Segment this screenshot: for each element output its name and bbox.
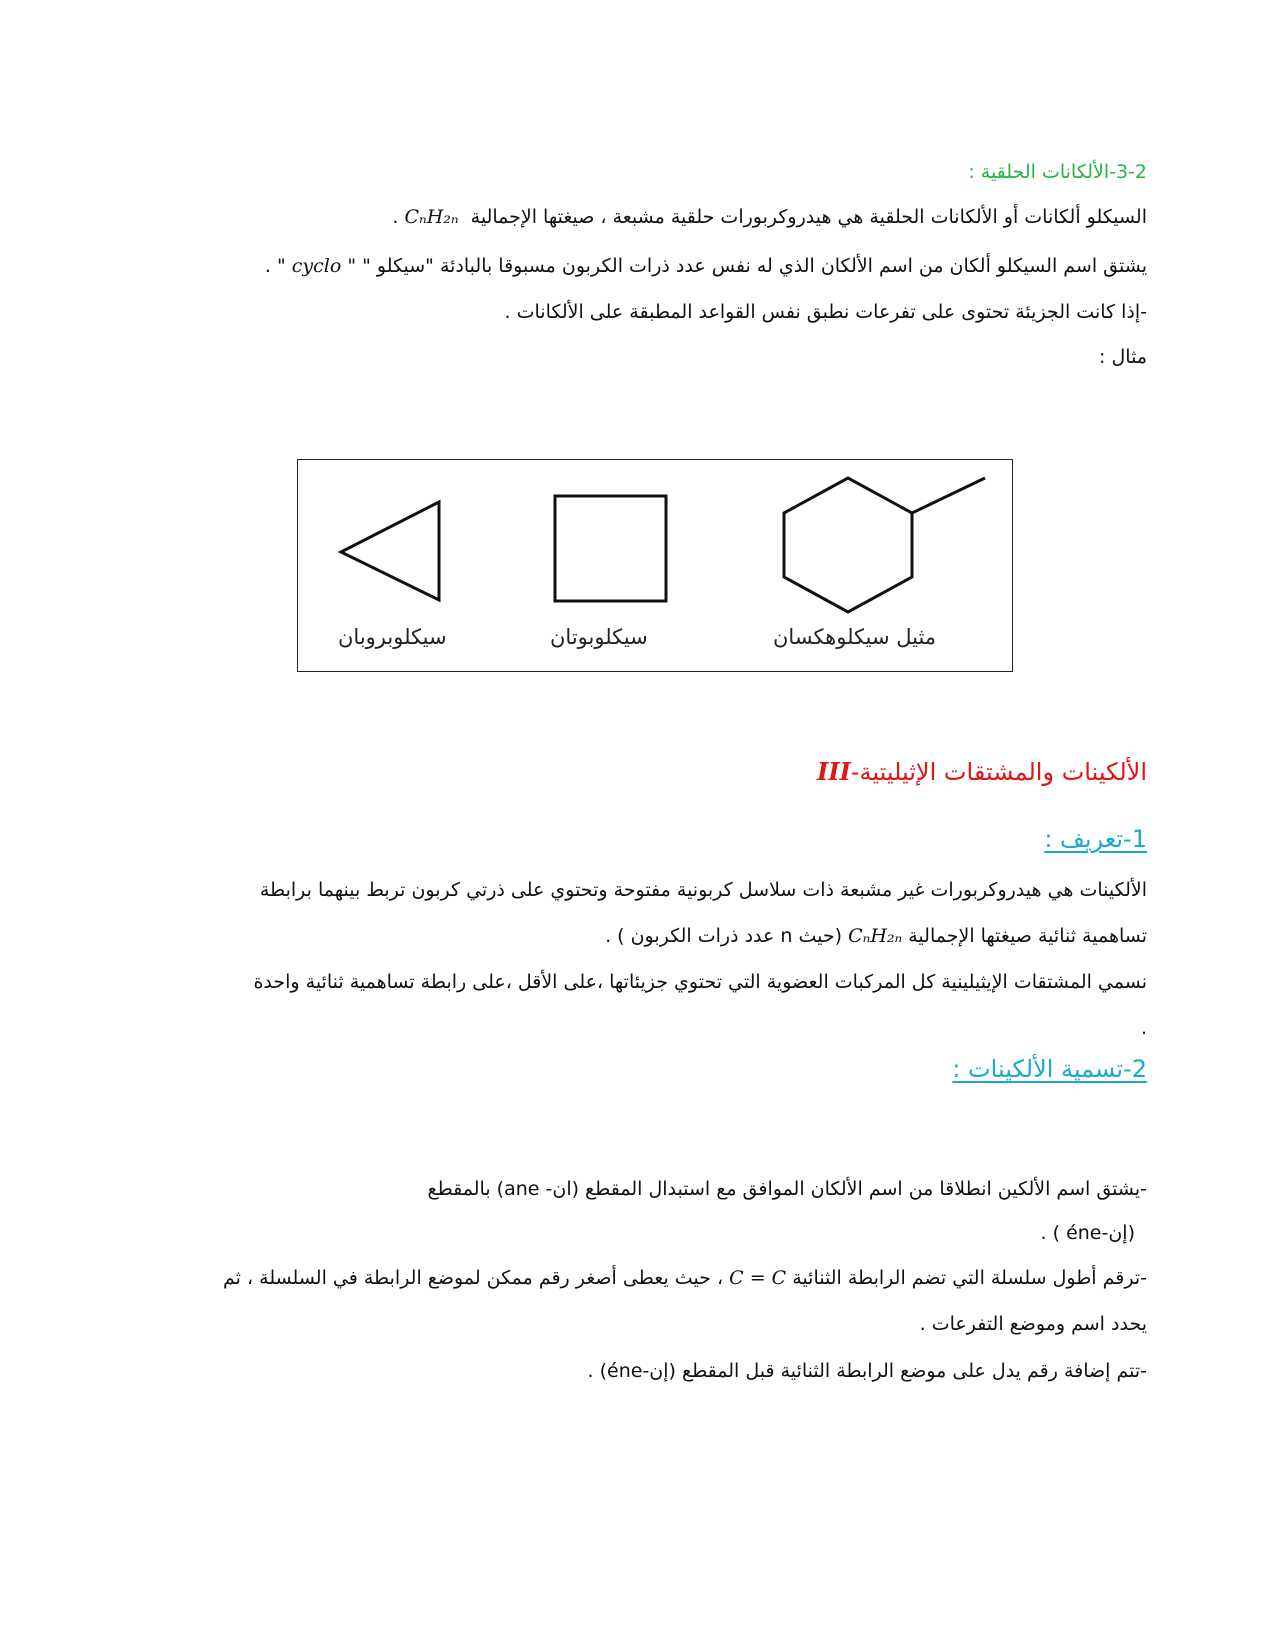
definition-heading: 1-تعريف : (1044, 825, 1147, 853)
naming-heading: 2-تسمية الألكينات : (952, 1055, 1147, 1083)
methylcyclohexane-hexagon (784, 478, 985, 612)
cyclo-prefix: cyclo (291, 255, 342, 277)
naming-rule-1-suffix: (إن-éne ) . (1040, 1222, 1135, 1244)
example-label: مثال : (1099, 346, 1147, 368)
ethylenic-derivatives-definition: نسمي المشتقات الإيثيلينية كل المركبات العضوية التي تحتوي جزيئاتها ،على الأقل ،على رابطة تساهمية ثنائية واحدة (253, 971, 1147, 993)
alkenes-definition-line1: الألكينات هي هيدروكربورات غير مشبعة ذات سلاسل كربونية مفتوحة وتحتوي على ذرتي كربون تربط بينهما برابطة (259, 879, 1147, 901)
general-formula: CₙH₂ₙ (404, 206, 459, 228)
cycloalkanes-heading: 3-2-الألكانات الحلقية : (968, 161, 1147, 183)
definition-end-period: . (1140, 1017, 1147, 1039)
cycloalkanes-branching-rule: -إذا كانت الجزيئة تحتوى على تفرعات نطبق نفس القواعد المطبقة على الألكانات . (504, 301, 1147, 323)
cycloalkanes-figure (297, 459, 1013, 672)
caption-cyclopropane: سيكلوبروبان (338, 625, 447, 649)
cycloalkanes-naming-rule: يشتق اسم السيكلو ألكان من اسم الألكان الذي له نفس عدد ذرات الكربون مسبوقا بالبادئة "سيكلو " " cyclo " . (264, 255, 1147, 277)
cycloalkanes-definition: السيكلو ألكانات أو الألكانات الحلقية هي هيدروكربورات حلقية مشبعة ، صيغتها الإجمالية CₙH₂ₙ . (392, 206, 1147, 228)
caption-cyclobutane: سيكلوبوتان (550, 625, 648, 649)
caption-methylcyclohexane: مثيل سيكلوهكسان (773, 625, 937, 649)
section-numeral: III (817, 757, 851, 786)
alkenes-section-title: III-الألكينات والمشتقات الإثيليتية (817, 757, 1147, 786)
naming-rule-1: -يشتق اسم الألكين انطلاقا من اسم الألكان الموافق مع استبدال المقطع (ان- ane) بالمقطع (427, 1178, 1147, 1200)
alkenes-definition-line2: تساهمية ثنائية صيغتها الإجمالية CₙH₂ₙ (حيث n عدد ذرات الكربون ) . (605, 925, 1147, 947)
cyclobutane-square (555, 496, 666, 601)
naming-rule-2-continued: يحدد اسم وموضع التفرعات . (919, 1313, 1147, 1335)
double-bond-formula: C = C (729, 1267, 787, 1289)
naming-rule-2: -ترقم أطول سلسلة التي تضم الرابطة الثنائية C = C ، حيث يعطى أصغر رقم ممكن لموضع الرابطة في السلسلة ، ثم (222, 1267, 1147, 1289)
alkene-formula: CₙH₂ₙ (848, 925, 903, 947)
naming-rule-3: -تتم إضافة رقم يدل على موضع الرابطة الثنائية قبل المقطع (إن-éne) . (587, 1360, 1147, 1382)
cyclopropane-triangle (341, 502, 439, 600)
